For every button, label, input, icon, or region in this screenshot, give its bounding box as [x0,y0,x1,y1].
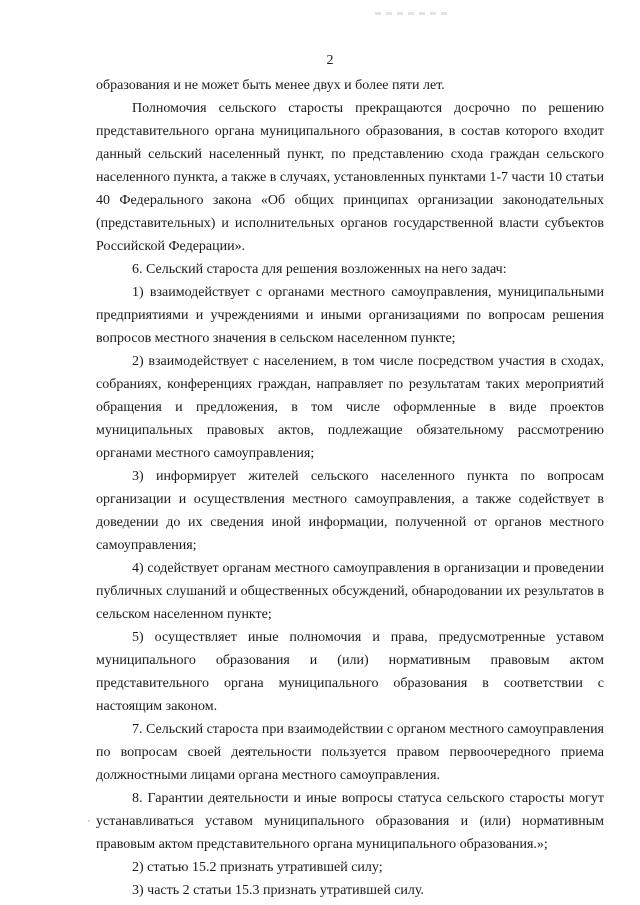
scan-artifact [375,12,450,15]
document-body [96,74,604,902]
page-number: 2 [326,53,334,68]
paragraph-subitem-2: 2) взаимодействует с населением, в том числе посредством участия в сходах, собраниях, конференциях граждан, направляет по результатам таких мероприятий обращения и предложения, в том числе оформленные в виде проектов муниципальных правовых актов, подлежащие обязательному рассмотрению органами местного самоуправления; [96,354,604,461]
paragraph-subitem-4: 4) содействует органам местного самоуправления в организации и проведении публичных слушаний и общественных обсуждений, обнародовании их результатов в сельском населенном пункте; [96,561,604,622]
paragraph-subitem-3: 3) информирует жителей сельского населенного пункта по вопросам организации и осуществления местного самоуправления, а также содействует в доведении до их сведения иной информации, полученной от органов местного самоуправления; [96,469,604,553]
paragraph-amendment-3: 3) часть 2 статьи 15.3 признать утратившей силу. [132,883,424,898]
paragraph-termination: Полномочия сельского старосты прекращаются досрочно по решению представительного органа муниципального образования, в состав которого входит данный сельский населенный пункт, по представлению схода граждан сельского населенного пункта, а также в случаях, установленных пунктами 1-7 части 10 статьи 40 Федерального закона «Об общих принципах организации законодательных (представительных) и исполнительных органов государственной власти субъектов Российской Федерации». [96,101,604,254]
paragraph-amendment-2: 2) статью 15.2 признать утратившей силу; [132,860,383,875]
paragraph-item-8: 8. Гарантии деятельности и иные вопросы статуса сельского старосты могут устанавливаться уставом муниципального образования и (или) нормативным правовым актом представительного органа муниципального образования.»; [96,791,604,852]
scan-artifact-dot [88,820,90,822]
paragraph-continuation: образования и не может быть менее двух и более пяти лет. [96,78,445,93]
paragraph-item-7: 7. Сельский староста при взаимодействии с органом местного самоуправления по вопросам своей деятельности пользуется правом первоочередного приема должностными лицами органа местного самоуправления. [96,722,604,783]
paragraph-item-6: 6. Сельский староста для решения возложенных на него задач: [132,262,507,277]
paragraph-subitem-5: 5) осуществляет иные полномочия и права, предусмотренные уставом муниципального образования и (или) нормативным правовым актом представительного органа муниципального образования в соответствии с настоящим законом. [96,630,604,714]
paragraph-subitem-1: 1) взаимодействует с органами местного самоуправления, муниципальными предприятиями и учреждениями и иными организациями по вопросам решения вопросов местного значения в сельском населенном пункте; [96,285,604,346]
